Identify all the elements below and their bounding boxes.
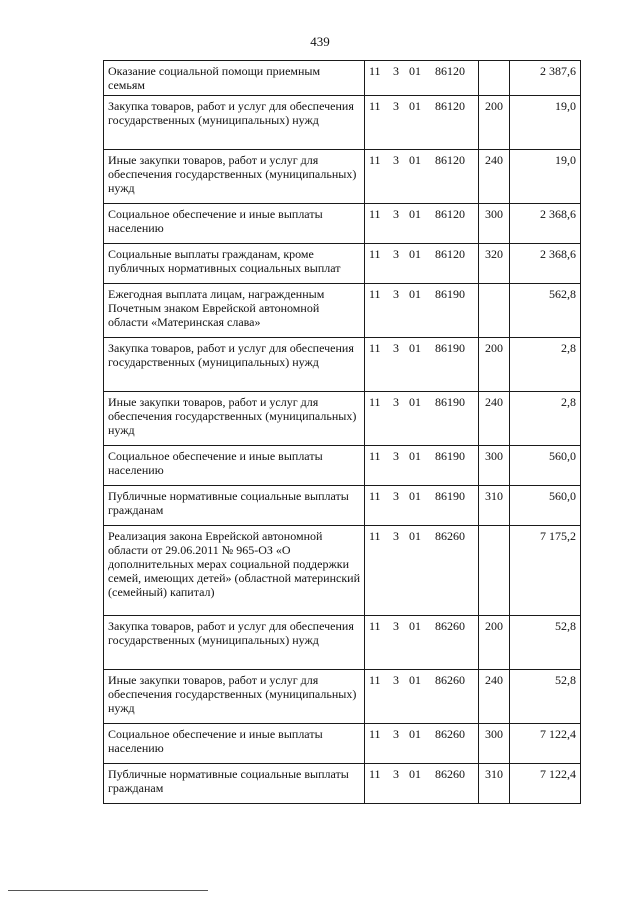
- amount-cell: 52,8: [510, 670, 581, 724]
- section-code: 11: [369, 99, 381, 113]
- expense-name-cell: Закупка товаров, работ и услуг для обеспечения государственных (муниципальных) нужд: [104, 616, 365, 670]
- expense-name-cell: Социальное обеспечение и иные выплаты населению: [104, 446, 365, 486]
- program-code: 01: [409, 207, 421, 221]
- classification-codes-cell: [365, 338, 479, 392]
- target-code: 86120: [435, 247, 465, 261]
- classification-codes-cell: [365, 526, 479, 616]
- amount-cell: 2 387,6: [510, 61, 581, 96]
- program-code: 01: [409, 727, 421, 741]
- table-row: [104, 526, 581, 616]
- expense-name-cell: Публичные нормативные социальные выплаты гражданам: [104, 764, 365, 804]
- expense-name-cell: Реализация закона Еврейской автономной области от 29.06.2011 № 965-ОЗ «О дополнительных мерах социальной поддержки семей, имеющих детей» (областной материнский (семейный) капитал): [104, 526, 365, 616]
- subsection-code: 3: [393, 489, 399, 503]
- amount-cell: 19,0: [510, 150, 581, 204]
- amount-cell: 2 368,6: [510, 204, 581, 244]
- classification-codes-cell: [365, 61, 479, 96]
- classification-codes-cell: [365, 446, 479, 486]
- section-code: 11: [369, 247, 381, 261]
- amount-cell: 7 175,2: [510, 526, 581, 616]
- expense-name-cell: Оказание социальной помощи приемным семьям: [104, 61, 365, 96]
- expense-type-cell: 300: [479, 446, 510, 486]
- amount-cell: 2,8: [510, 338, 581, 392]
- budget-table-body: [104, 61, 581, 804]
- subsection-code: 3: [393, 619, 399, 633]
- amount-cell: 562,8: [510, 284, 581, 338]
- expense-name-cell: Социальное обеспечение и иные выплаты населению: [104, 204, 365, 244]
- target-code: 86190: [435, 489, 465, 503]
- section-code: 11: [369, 64, 381, 78]
- expense-type-cell: 200: [479, 96, 510, 150]
- subsection-code: 3: [393, 449, 399, 463]
- classification-codes-cell: [365, 150, 479, 204]
- program-code: 01: [409, 395, 421, 409]
- target-code: 86120: [435, 153, 465, 167]
- expense-name-cell: Ежегодная выплата лицам, награжденным Почетным знаком Еврейской автономной области «Материнская слава»: [104, 284, 365, 338]
- subsection-code: 3: [393, 529, 399, 543]
- section-code: 11: [369, 287, 381, 301]
- classification-codes-cell: [365, 764, 479, 804]
- subsection-code: 3: [393, 395, 399, 409]
- program-code: 01: [409, 673, 421, 687]
- section-code: 11: [369, 341, 381, 355]
- table-row: [104, 392, 581, 446]
- target-code: 86190: [435, 287, 465, 301]
- expense-name-cell: Социальные выплаты гражданам, кроме публичных нормативных социальных выплат: [104, 244, 365, 284]
- section-code: 11: [369, 727, 381, 741]
- classification-codes-cell: [365, 204, 479, 244]
- classification-codes-cell: [365, 724, 479, 764]
- subsection-code: 3: [393, 247, 399, 261]
- subsection-code: 3: [393, 99, 399, 113]
- subsection-code: 3: [393, 207, 399, 221]
- amount-cell: 7 122,4: [510, 724, 581, 764]
- target-code: 86260: [435, 529, 465, 543]
- program-code: 01: [409, 99, 421, 113]
- program-code: 01: [409, 287, 421, 301]
- program-code: 01: [409, 767, 421, 781]
- expense-type-cell: 300: [479, 724, 510, 764]
- table-row: [104, 244, 581, 284]
- program-code: 01: [409, 341, 421, 355]
- program-code: 01: [409, 247, 421, 261]
- target-code: 86120: [435, 99, 465, 113]
- table-row: [104, 764, 581, 804]
- expense-type-cell: 200: [479, 338, 510, 392]
- expense-type-cell: [479, 526, 510, 616]
- target-code: 86260: [435, 767, 465, 781]
- expense-type-cell: 320: [479, 244, 510, 284]
- table-row: [104, 61, 581, 96]
- amount-cell: 560,0: [510, 446, 581, 486]
- classification-codes-cell: [365, 284, 479, 338]
- section-code: 11: [369, 449, 381, 463]
- subsection-code: 3: [393, 153, 399, 167]
- expense-type-cell: 240: [479, 150, 510, 204]
- expense-name-cell: Закупка товаров, работ и услуг для обеспечения государственных (муниципальных) нужд: [104, 96, 365, 150]
- expense-name-cell: Иные закупки товаров, работ и услуг для обеспечения государственных (муниципальных) нужд: [104, 150, 365, 204]
- section-code: 11: [369, 619, 381, 633]
- classification-codes-cell: [365, 96, 479, 150]
- subsection-code: 3: [393, 767, 399, 781]
- section-code: 11: [369, 489, 381, 503]
- expense-name-cell: Публичные нормативные социальные выплаты гражданам: [104, 486, 365, 526]
- target-code: 86190: [435, 341, 465, 355]
- expense-type-cell: 200: [479, 616, 510, 670]
- program-code: 01: [409, 529, 421, 543]
- section-code: 11: [369, 767, 381, 781]
- expense-type-cell: 240: [479, 392, 510, 446]
- table-row: [104, 284, 581, 338]
- target-code: 86190: [435, 449, 465, 463]
- expense-name-cell: Иные закупки товаров, работ и услуг для обеспечения государственных (муниципальных) нужд: [104, 392, 365, 446]
- target-code: 86120: [435, 207, 465, 221]
- program-code: 01: [409, 619, 421, 633]
- amount-cell: 2,8: [510, 392, 581, 446]
- target-code: 86260: [435, 673, 465, 687]
- expense-type-cell: [479, 61, 510, 96]
- table-row: [104, 446, 581, 486]
- table-row: [104, 670, 581, 724]
- subsection-code: 3: [393, 341, 399, 355]
- table-row: [104, 616, 581, 670]
- classification-codes-cell: [365, 670, 479, 724]
- amount-cell: 2 368,6: [510, 244, 581, 284]
- expense-type-cell: 310: [479, 486, 510, 526]
- expense-name-cell: Закупка товаров, работ и услуг для обеспечения государственных (муниципальных) нужд: [104, 338, 365, 392]
- table-row: [104, 338, 581, 392]
- expense-type-cell: 300: [479, 204, 510, 244]
- footer-rule: [8, 890, 208, 891]
- target-code: 86260: [435, 619, 465, 633]
- expense-type-cell: 240: [479, 670, 510, 724]
- program-code: 01: [409, 489, 421, 503]
- section-code: 11: [369, 153, 381, 167]
- subsection-code: 3: [393, 287, 399, 301]
- expense-name-cell: Иные закупки товаров, работ и услуг для обеспечения государственных (муниципальных) нужд: [104, 670, 365, 724]
- amount-cell: 560,0: [510, 486, 581, 526]
- target-code: 86190: [435, 395, 465, 409]
- section-code: 11: [369, 529, 381, 543]
- amount-cell: 7 122,4: [510, 764, 581, 804]
- amount-cell: 19,0: [510, 96, 581, 150]
- amount-cell: 52,8: [510, 616, 581, 670]
- subsection-code: 3: [393, 727, 399, 741]
- page-number: 439: [310, 34, 330, 49]
- table-row: [104, 204, 581, 244]
- table-row: [104, 96, 581, 150]
- section-code: 11: [369, 673, 381, 687]
- classification-codes-cell: [365, 486, 479, 526]
- table-row: [104, 150, 581, 204]
- program-code: 01: [409, 449, 421, 463]
- subsection-code: 3: [393, 673, 399, 687]
- target-code: 86260: [435, 727, 465, 741]
- program-code: 01: [409, 153, 421, 167]
- subsection-code: 3: [393, 64, 399, 78]
- expense-type-cell: 310: [479, 764, 510, 804]
- expense-type-cell: [479, 284, 510, 338]
- section-code: 11: [369, 207, 381, 221]
- table-row: [104, 486, 581, 526]
- table-row: [104, 724, 581, 764]
- program-code: 01: [409, 64, 421, 78]
- section-code: 11: [369, 395, 381, 409]
- expense-name-cell: Социальное обеспечение и иные выплаты населению: [104, 724, 365, 764]
- classification-codes-cell: [365, 392, 479, 446]
- classification-codes-cell: [365, 244, 479, 284]
- target-code: 86120: [435, 64, 465, 78]
- classification-codes-cell: [365, 616, 479, 670]
- budget-table: [103, 60, 581, 804]
